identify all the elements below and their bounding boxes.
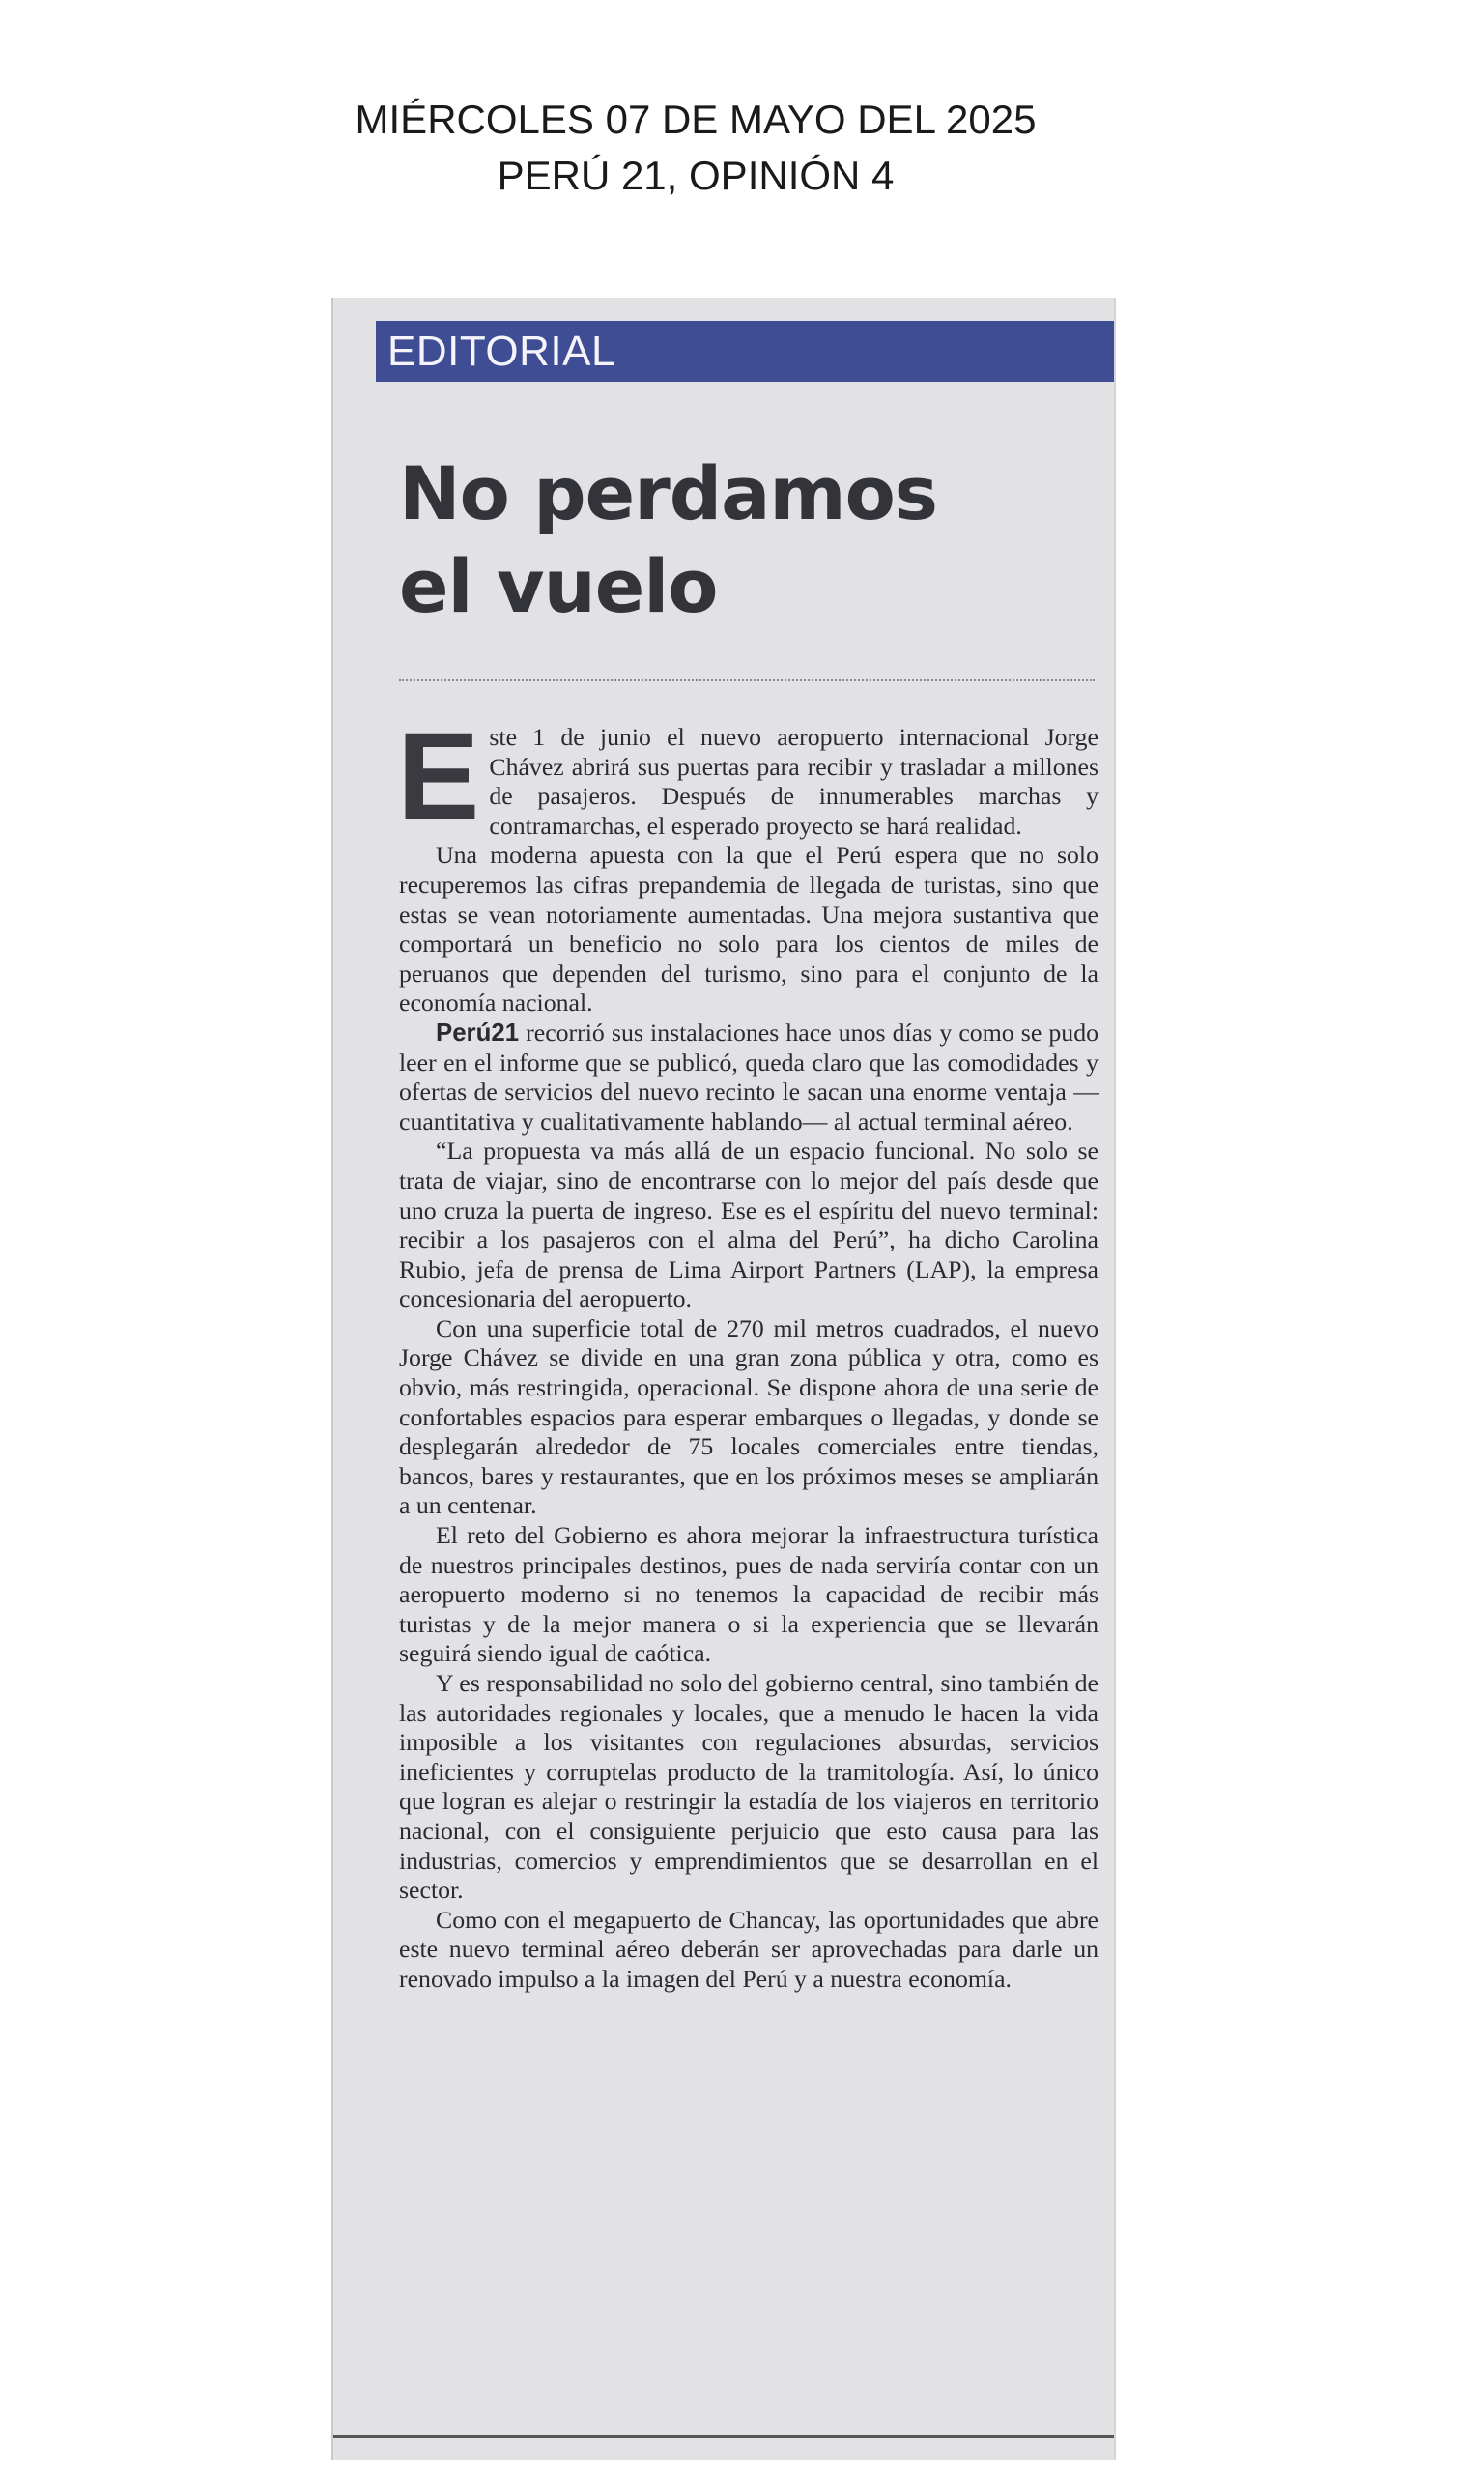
publication-date: MIÉRCOLES 07 DE MAYO DEL 2025 (355, 97, 1037, 142)
bottom-rule (333, 2435, 1114, 2438)
paragraph-6: El reto del Gobierno es ahora mejorar la infraestructura turística de nuestros principales destinos, pues de nada serviría contar con un aeropuerto moderno si no tenemos la capacidad de recibir más turistas y de la mejor manera o si la experiencia que se llevarán seguirá siendo igual de caótica. (399, 1521, 1099, 1668)
paragraph-2: Una moderna apuesta con la que el Perú espera que no solo recuperemos las cifras prepandemia de llegada de turistas, sino que estas se vean notoriamente aumentadas. Una mejora sustantiva que comportará un beneficio no solo para los cientos de miles de peruanos que dependen del turismo, sino para el conjunto de la economía nacional. (399, 841, 1099, 1018)
drop-cap: E (397, 707, 480, 846)
paragraph-3-bold: Perú21 (436, 1019, 520, 1047)
section-label: EDITORIAL (376, 321, 1114, 382)
paragraph-7: Y es responsabilidad no solo del gobierno central, sino también de las autoridades regionales y locales, que a menudo le hacen la vida imposible a los visitantes con regulaciones absurdas, servicios ineficientes y corruptelas producto de la tramitología. Así, lo único que logran es alejar o restringir la estadía de los viajeros en territorio nacional, con el consiguiente perjuicio que esto causa para las industrias, comercios y emprendimientos que se desarrollan en el sector. (399, 1669, 1099, 1905)
headline-line-2: el vuelo (399, 543, 718, 629)
article-body (397, 707, 1099, 1995)
paragraph-8: Como con el megapuerto de Chancay, las oportunidades que abre este nuevo terminal aéreo deberán ser aprovechadas para darle un renovado impulso a la imagen del Perú y a nuestra economía. (399, 1905, 1099, 1993)
article-headline (399, 447, 1095, 633)
newspaper-clipping (331, 298, 1116, 2460)
paragraph-3 (399, 1019, 1099, 1136)
headline-divider (399, 679, 1095, 681)
paragraph-4: “La propuesta va más allá de un espacio funcional. No solo se trata de viajar, sino de encontrarse con lo mejor del país desde que uno cruza la puerta de ingreso. Ese es el espíritu del nuevo terminal: recibir a los pasajeros con el alma del Perú”, ha dicho Carolina Rubio, jefa de prensa de Lima Airport Partners (LAP), la empresa concesionaria del aeropuerto. (399, 1136, 1099, 1313)
paragraph-3-text: recorrió sus instalaciones hace unos días y como se pudo leer en el informe que se publicó, queda claro que las comodidades y ofertas de servicios del nuevo recinto le sacan una enorme ventaja —cuantitativa y cualitativamente hablando— al actual terminal aéreo. (399, 1018, 1099, 1136)
paragraph-1-text: ste 1 de junio el nuevo aeropuerto internacional Jorge Chávez abrirá sus puertas para recibir y trasladar a millones de pasajeros. Después de innumerables marchas y contramarchas, el esperado proyecto se hará realidad. (489, 723, 1099, 840)
clipping-date-header (0, 92, 1391, 204)
headline-line-1: No perdamos (399, 450, 938, 536)
paragraph-5: Con una superficie total de 270 mil metros cuadrados, el nuevo Jorge Chávez se divide en una gran zona pública y otra, como es obvio, más restringida, operacional. Se dispone ahora de una serie de confortables espacios para esperar embarques o llegadas, y donde se desplegarán alrededor de 75 locales comerciales entre tiendas, bancos, bares y restaurantes, que en los próximos meses se ampliarán a un centenar. (399, 1313, 1099, 1520)
paragraph-1 (397, 707, 1099, 846)
publication-source: PERÚ 21, OPINIÓN 4 (497, 153, 895, 198)
